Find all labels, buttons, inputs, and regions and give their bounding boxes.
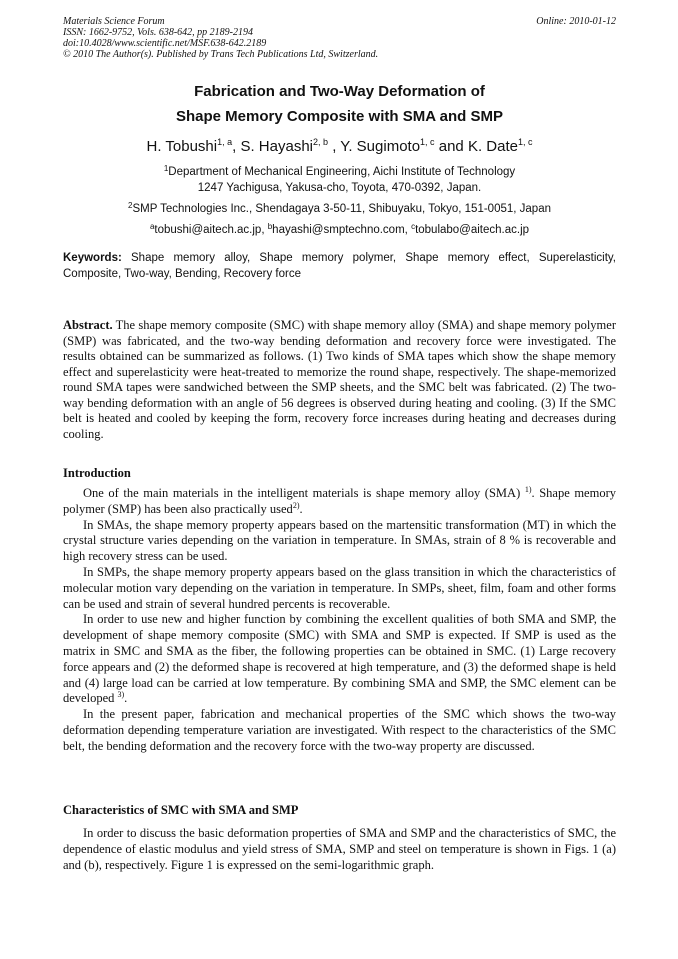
author-affiliation-mark: 1, c xyxy=(517,137,533,147)
paragraph-text: . xyxy=(124,691,128,706)
paragraph xyxy=(63,486,616,518)
abstract-label: Abstract. xyxy=(63,318,113,332)
doi-line: doi:10.4028/www.scientific.net/MSF.638-642.2189 xyxy=(63,38,267,49)
author-affiliation-mark: 1, a xyxy=(217,137,233,147)
running-header xyxy=(63,16,616,60)
author-separator: , xyxy=(232,138,241,155)
section-heading-introduction: Introduction xyxy=(63,466,131,480)
affiliation-2-line-1: SMP Technologies Inc., Shendagaya 3-50-11, Shibuyaku, Tokyo, 151-0051, Japan xyxy=(132,203,551,215)
title-line-2: Shape Memory Composite with SMA and SMP xyxy=(176,108,503,125)
issn-line: ISSN: 1662-9752, Vols. 638-642, pp 2189-2194 xyxy=(63,27,253,38)
author-list xyxy=(63,137,616,157)
affiliation-2 xyxy=(63,201,616,217)
author-name: S. Hayashi xyxy=(240,138,314,155)
reference-mark: 1) xyxy=(524,485,532,494)
abstract xyxy=(63,318,616,442)
author-affiliation-mark: 1, c xyxy=(420,137,435,147)
keywords-text: Shape memory alloy, Shape memory polymer, Shape memory effect, Superelasticity, Composite, Two-way, Bending, Recovery force xyxy=(63,252,616,280)
paragraph-text: . xyxy=(299,501,303,516)
affiliation-1-line-1: Department of Mechanical Engineering, Aichi Institute of Technology xyxy=(168,166,516,178)
keywords-label: Keywords: xyxy=(63,252,122,264)
author-name: Y. Sugimoto xyxy=(340,138,421,155)
email-mark: a xyxy=(149,222,155,231)
section-heading-characteristics: Characteristics of SMC with SMA and SMP xyxy=(63,803,299,817)
email-address: tobushi@aitech.ac.jp, xyxy=(154,224,268,236)
email-mark: b xyxy=(267,222,273,231)
author-name: H. Tobushi xyxy=(146,138,218,155)
author-name: K. Date xyxy=(467,138,518,155)
affiliation-mark: 1 xyxy=(163,164,169,173)
paragraph-text: . Shape memory polymer (SMP) has been also practically used xyxy=(63,486,616,516)
paragraph xyxy=(63,612,616,707)
introduction-body xyxy=(63,486,616,755)
title-line-1: Fabrication and Two-Way Deformation of xyxy=(194,83,485,100)
author-separator: and xyxy=(434,138,468,155)
paragraph-text: In order to use new and higher function by combining the excellent qualities of both SMA and SMP, the development of shape memory composite (SMC) with SMA and SMP is expected. If SMP is used as the matrix in SMC and SMA as the fiber, the following properties can be obtained in SMC. (1) Large recovery force appears and (2) the deformed shape is recovered at high temperature, and (3) the deformed shape is held and (4) large load can be carried at low temperature. By combining SMA and SMP, the SMC element can be developed xyxy=(63,612,616,706)
paper-title xyxy=(63,79,616,129)
author-separator: , xyxy=(328,138,341,155)
paragraph: In SMPs, the shape memory property appears based on the glass transition in which the characteristics of molecular motion vary depending on the variation in temperature. In SMPs, sheet, film, foam and other forms can be used and strain of several hundred percents is recoverable. xyxy=(63,564,616,611)
affiliation-mark: 2 xyxy=(127,201,133,210)
paragraph: In SMAs, the shape memory property appears based on the martensitic transformation (MT) in which the crystal structure varies depending on the variation in temperature. In SMAs, strain of 8 % is recoverable and high recovery stress can be used. xyxy=(63,517,616,564)
email-mark: c xyxy=(411,222,416,231)
email-list xyxy=(63,222,616,238)
paragraph-text: One of the main materials in the intelligent materials is shape memory alloy (SMA) xyxy=(83,486,525,500)
characteristics-body xyxy=(63,826,616,873)
reference-mark: 3) xyxy=(117,690,125,700)
journal-name: Materials Science Forum xyxy=(63,16,165,27)
author-affiliation-mark: 2, b xyxy=(313,137,329,147)
email-address: hayashi@smptechno.com, xyxy=(272,224,412,236)
copyright-line: © 2010 The Author(s). Published by Trans Tech Publications Ltd, Switzerland. xyxy=(63,49,379,60)
affiliation-1-line-2: 1247 Yachigusa, Yakusa-cho, Toyota, 470-0392, Japan. xyxy=(197,182,482,194)
affiliation-1 xyxy=(63,164,616,196)
reference-mark: 2) xyxy=(292,500,300,510)
online-date: Online: 2010-01-12 xyxy=(536,16,616,27)
paragraph: In order to discuss the basic deformation properties of SMA and SMP and the characteristics of SMC, the dependence of elastic modulus and yield stress of SMA, SMP and steel on temperature is shown in Figs. 1 (a) and (b), respectively. Figure 1 is expressed on the semi-logarithmic graph. xyxy=(63,826,616,872)
keywords xyxy=(63,250,616,282)
abstract-text: The shape memory composite (SMC) with shape memory alloy (SMA) and shape memory polymer (SMP) was fabricated, and the two-way bending deformation and recovery force were investigated. The results obtained can be summarized as follows. (1) Two kinds of SMA tapes which show the shape memory effect and superelasticity were heat-treated to memorize the round shape, respectively. The shape-memorized round SMA tapes were sandwiched between the SMP sheets, and the SMC belt was fabricated. (2) The two-way bending deformation with an angle of 56 degrees is observed during heating and cooling. (3) If the SMC belt is heated and cooled by keeping the form, recovery force increases during heating and decreases during cooling. xyxy=(63,318,616,441)
paragraph: In the present paper, fabrication and mechanical properties of the SMC which shows the two-way deformation depending temperature variation are investigated. With respect to the characteristics of the SMC belt, the bending deformation and the recovery force with the two-way property are discussed. xyxy=(63,707,616,753)
email-address: tobulabo@aitech.ac.jp xyxy=(415,224,530,236)
